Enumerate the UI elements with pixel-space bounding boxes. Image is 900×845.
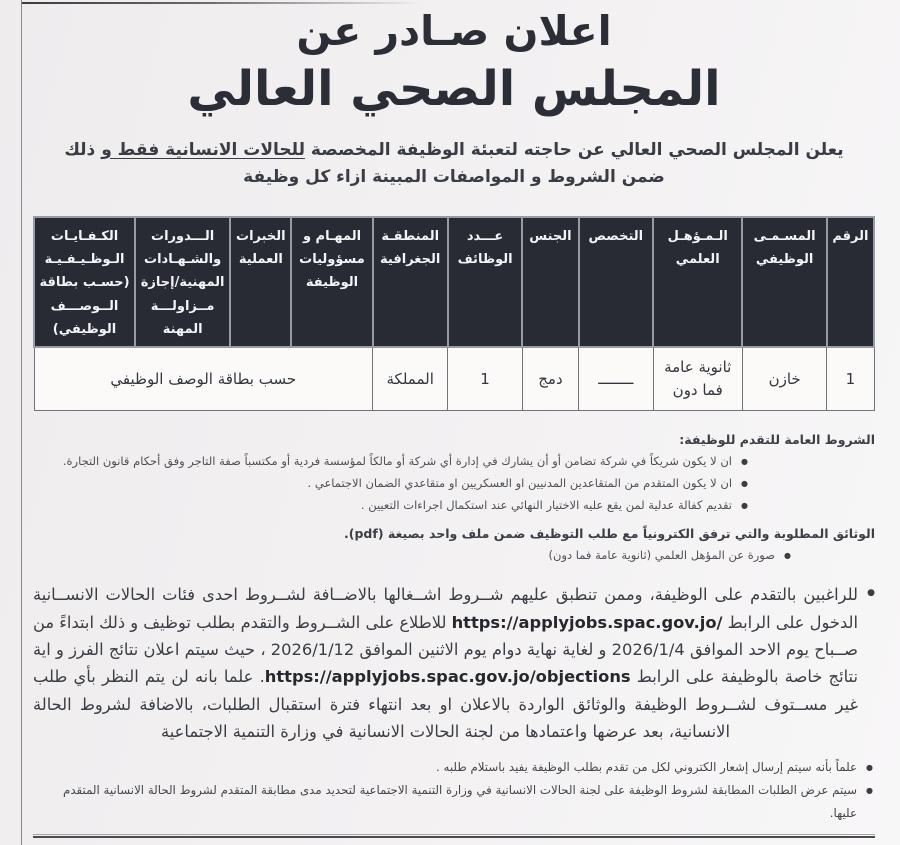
- intro-text-start: يعلن المجلس الصحي العالي عن حاجته لتعبئة الوظيفة المخصصة: [304, 139, 844, 160]
- col-header-duties: المهـام و مسؤوليات الوظيفة: [291, 217, 372, 347]
- required-documents-heading: الوثائق المطلوبة والتي ترفق الكترونياً مع طلب التوظيف ضمن ملف واحد بصيغة (pdf).: [344, 526, 875, 542]
- condition-text: ان لا يكون شريكاً في شركة تضامن أو أن يشارك في إدارة أي شركة أو مالكاً لمؤسسة فردية أو مكتسباً صفة التاجر وفق أحكام قانون التجارة.: [62, 454, 733, 469]
- condition-text: ان لا يكون المتقدم من المتقاعدين المدنيين او العسكريين او متقاعدي الضمان الاجتماعي .: [307, 476, 733, 491]
- intro-text-end: ذلك ضمن الشروط و المواصفات المبينة ازاء كل وظيفة: [64, 139, 665, 188]
- bullet-icon: ●: [867, 588, 875, 599]
- application-text-1: للراغبين بالتقدم على الوظيفة، وممن تنطبق عليهم شــروط اشــغالها بالاضــافة لشــروط احدى فئات الحالات الانســانية الدخول على الرابط: [33, 585, 858, 632]
- col-header-job-title: المسـمـى الوظيفي: [742, 217, 826, 347]
- application-portal-url: https://applyjobs.spac.gov.jo/: [451, 612, 723, 632]
- col-header-region: المنطقـة الجغرافية: [373, 217, 448, 347]
- general-conditions-heading: الشروط العامة للتقدم للوظيفة:: [679, 432, 875, 448]
- application-paragraph: [33, 581, 858, 745]
- footnotes-list: [33, 756, 875, 825]
- col-header-gender: الجنس: [522, 217, 578, 347]
- footnote-text: علماً بأنه سيتم إرسال إشعار الكتروني لكل من تقدم بطلب الوظيفة يفيد باستلام طلبه .: [436, 759, 858, 774]
- cell-specialization: ــــــــ: [579, 347, 653, 411]
- intro-paragraph: [44, 137, 864, 192]
- footnote-text: سيتم عرض الطلبات المطابقة لشروط الوظيفة على لجنة الحالات الانسانية في وزارة التنمية الاجتماعية لتحديد مدى مطابقة المتقدم لشروط الحالة الانسانية المتقدم عليها.: [63, 782, 858, 820]
- cell-vacancies: 1: [448, 347, 522, 411]
- list-item: [33, 756, 873, 779]
- cell-number: 1: [827, 347, 874, 411]
- application-instructions: [33, 581, 875, 745]
- announcement-title-line1: اعلان صـادر عن: [296, 7, 612, 55]
- col-header-qualification: الـمـؤهـل العلمي: [653, 217, 742, 347]
- announcement-title-line2: المجلس الصحي العالي: [187, 61, 721, 118]
- vacancy-table: [33, 216, 875, 411]
- application-text-3: . علما بانه لن يتم النظر بأي طلب غير مســتوف لشــروط الوظيفة والوثائق الواردة بالاعلان او بعد انتهاء فترة استقبال الطلبات، بالاضافة لشروط الحالة الانسانية، بعد عرضها واعتمادها من لجنة الحالات الانسانية في وزارة التنمية الاجتماعية: [33, 667, 858, 742]
- bullet-icon: ●: [741, 479, 748, 489]
- cell-region: المملكة: [373, 347, 448, 411]
- col-header-specialization: التخصص: [579, 217, 653, 347]
- list-item: [33, 779, 873, 825]
- document-text: صورة عن المؤهل العلمي (ثانوية عامة فما دون): [548, 548, 776, 563]
- required-documents-list: [33, 544, 875, 566]
- bullet-icon: ●: [866, 762, 873, 772]
- condition-text: تقديم كفالة عدلية لمن يقع عليه الاختيار النهائي عند استكمال اجراءات التعيين .: [360, 498, 733, 513]
- col-header-number: الرقم: [827, 217, 874, 347]
- bullet-icon: ●: [784, 551, 791, 561]
- vacancy-table-header: [34, 217, 874, 347]
- bullet-icon: ●: [866, 785, 873, 795]
- page-edge-left-line: [21, 0, 22, 845]
- intro-underlined-text: للحالات الانسانية فقط و: [101, 139, 305, 160]
- bullet-icon: ●: [741, 457, 748, 467]
- announcement-content: [33, 0, 875, 838]
- list-item: [33, 544, 791, 566]
- table-row: [34, 347, 874, 411]
- col-header-experience: الخبرات العملية: [230, 217, 291, 347]
- cell-qualification: ثانوية عامة فما دون: [653, 347, 742, 411]
- col-header-courses-certificates: الـــدورات والشـهـادات المهنية/إجازة مــزاولـــة المهنة: [135, 217, 230, 347]
- list-item: [33, 450, 748, 472]
- application-text-2: للاطلاع على الشــروط والتقدم بطلب توظيف و ذلك ابتداءً من صــباح يوم الاحد الموافق 2026/1/4 و لغاية نهاية دوام يوم الاثنين الموافق 2026/1/12 ، حيث سيتم اعلان نتائج الفرز و اية نتائج خاصة بالوظيفة على الرابط: [32, 612, 858, 687]
- bottom-divider: [33, 834, 875, 838]
- general-conditions-list: [33, 450, 875, 516]
- list-item: [33, 472, 748, 494]
- cell-gender: دمج: [522, 347, 578, 411]
- col-header-competencies: الكـفـايـات الـوظـيـفـيـة (حسـب بطاقة الــوصـــف الوظيفي): [34, 217, 135, 347]
- cell-job-title: خازن: [742, 347, 826, 411]
- list-item: [33, 494, 748, 516]
- col-header-vacancies: عـــدد الوظائف: [448, 217, 522, 347]
- objections-url: https://applyjobs.spac.gov.jo/objections: [264, 667, 631, 687]
- cell-per-description-card: حسب بطاقة الوصف الوظيفي: [34, 347, 373, 411]
- bullet-icon: ●: [741, 501, 748, 511]
